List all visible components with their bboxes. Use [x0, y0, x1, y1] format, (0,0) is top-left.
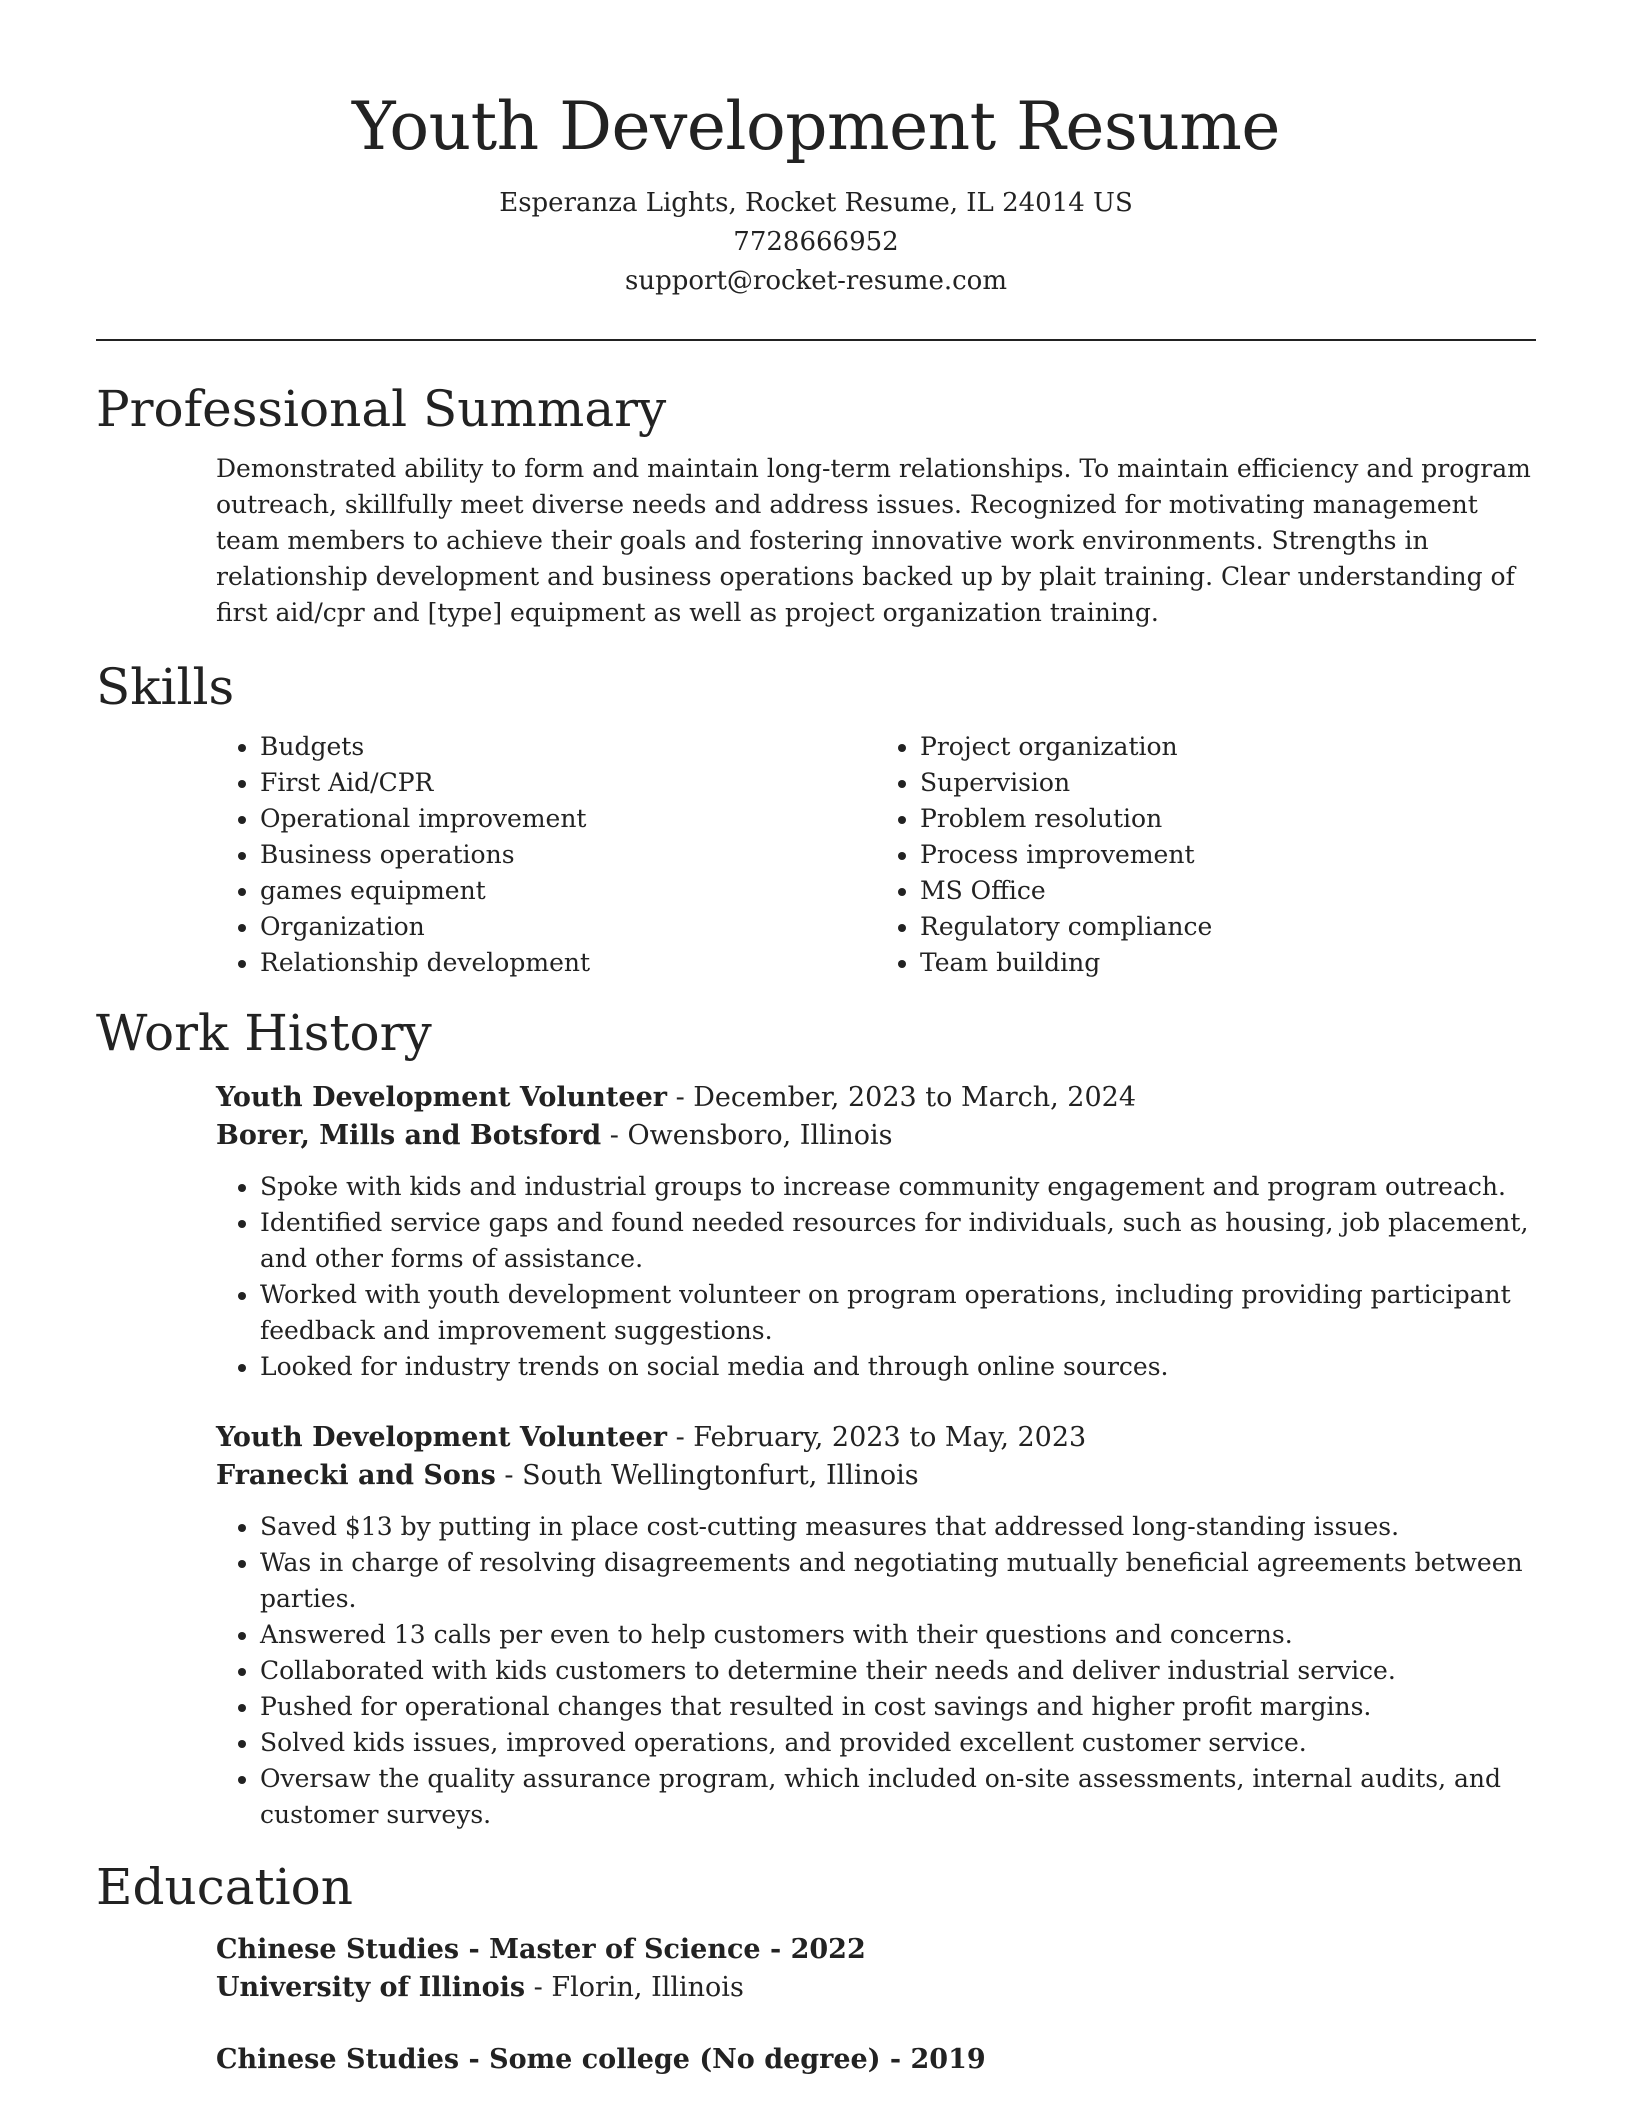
skill-item: • First Aid/CPR	[260, 765, 876, 801]
skills-heading: Skills	[96, 658, 235, 716]
skill-item: • Business operations	[260, 837, 876, 873]
job-bullet: • Spoke with kids and industrial groups to increase community engagement and program outreach.	[260, 1169, 1536, 1205]
education-degree-line	[216, 2041, 1536, 2079]
job-company: Franecki and Sons	[216, 1460, 496, 1491]
header-divider	[96, 339, 1536, 341]
contact-email: support@rocket-resume.com	[624, 266, 1007, 296]
skill-item: • Project organization	[920, 729, 1536, 765]
education-degree: Chinese Studies - Master of Science - 2022	[216, 1934, 866, 1965]
job-entry	[216, 1419, 1536, 1833]
job-bullet: • Solved kids issues, improved operations, and provided excellent customer service.	[260, 1725, 1536, 1761]
education-heading: Education	[96, 1858, 353, 1916]
job-bullet: • Saved $13 by putting in place cost-cutting measures that addressed long-standing issues.	[260, 1509, 1536, 1545]
job-bullet: • Oversaw the quality assurance program, which included on-site assessments, internal audits, and customer surveys.	[260, 1761, 1536, 1833]
skills-list	[216, 729, 1536, 981]
education-degree: Chinese Studies - Some college (No degree) - 2019	[216, 2044, 986, 2075]
job-dates: - December, 2023 to March, 2024	[666, 1082, 1136, 1113]
contact-block	[96, 184, 1536, 301]
skill-item: • Organization	[260, 909, 876, 945]
contact-address: Esperanza Lights, Rocket Resume, IL 24014 US	[499, 188, 1133, 218]
education-school-line	[216, 1969, 1536, 2007]
skill-item: • Relationship development	[260, 945, 876, 981]
skills-column-right	[876, 729, 1536, 981]
job-bullet: • Worked with youth development volunteer on program operations, including providing participant feedback and improvement suggestions.	[260, 1277, 1536, 1349]
skill-item: • Problem resolution	[920, 801, 1536, 837]
skill-item: • MS Office	[920, 873, 1536, 909]
education-school: University of Illinois	[216, 1972, 526, 2003]
job-dates: - February, 2023 to May, 2023	[666, 1422, 1087, 1453]
job-bullet: • Pushed for operational changes that resulted in cost savings and higher profit margins.	[260, 1689, 1536, 1725]
resume-header	[96, 0, 1536, 301]
job-title-line	[216, 1419, 1536, 1457]
skill-item: • Regulatory compliance	[920, 909, 1536, 945]
job-bullets	[216, 1509, 1536, 1833]
job-entry	[216, 1079, 1536, 1385]
job-title: Youth Development Volunteer	[216, 1422, 667, 1453]
job-company-line	[216, 1117, 1536, 1155]
skill-item: • Process improvement	[920, 837, 1536, 873]
job-location: - Owensboro, Illinois	[601, 1120, 893, 1151]
job-bullets	[216, 1169, 1536, 1385]
summary-text: Demonstrated ability to form and maintain long-term relationships. To maintain efficiency and program outreach, skillfully meet diverse needs and address issues. Recognized for motivating management team members to achieve their goals and fostering innovative work environments. Strengths in relationship development and business operations backed up by plait training. Clear understanding of first aid/cpr and [type] equipment as well as project organization training.	[216, 454, 1531, 627]
education-degree-line	[216, 1931, 1536, 1969]
job-bullet: • Looked for industry trends on social media and through online sources.	[260, 1349, 1536, 1385]
job-company: Borer, Mills and Botsford	[216, 1120, 602, 1151]
job-bullet: • Was in charge of resolving disagreements and negotiating mutually beneficial agreements between parties.	[260, 1545, 1536, 1617]
skill-item: • Budgets	[260, 729, 876, 765]
summary-heading: Professional Summary	[96, 380, 667, 438]
job-title: Youth Development Volunteer	[216, 1082, 667, 1113]
skill-item: • Operational improvement	[260, 801, 876, 837]
skill-item: • Supervision	[920, 765, 1536, 801]
job-title-line	[216, 1079, 1536, 1117]
resume-page	[96, 0, 1536, 2079]
skill-item: • Team building	[920, 945, 1536, 981]
education-location: - Florin, Illinois	[525, 1972, 744, 2003]
work-heading: Work History	[96, 1004, 432, 1062]
job-bullet: • Collaborated with kids customers to determine their needs and deliver industrial service.	[260, 1653, 1536, 1689]
job-company-line	[216, 1457, 1536, 1495]
skills-column-left	[216, 729, 876, 981]
education-entry	[216, 1931, 1536, 2007]
job-location: - South Wellingtonfurt, Illinois	[495, 1460, 919, 1491]
job-bullet: • Identified service gaps and found needed resources for individuals, such as housing, job placement, and other forms of assistance.	[260, 1205, 1536, 1277]
resume-title: Youth Development Resume	[352, 88, 1280, 165]
contact-phone: 7728666952	[733, 227, 899, 257]
skill-item: • games equipment	[260, 873, 876, 909]
job-bullet: • Answered 13 calls per even to help customers with their questions and concerns.	[260, 1617, 1536, 1653]
education-entry	[216, 2041, 1536, 2079]
